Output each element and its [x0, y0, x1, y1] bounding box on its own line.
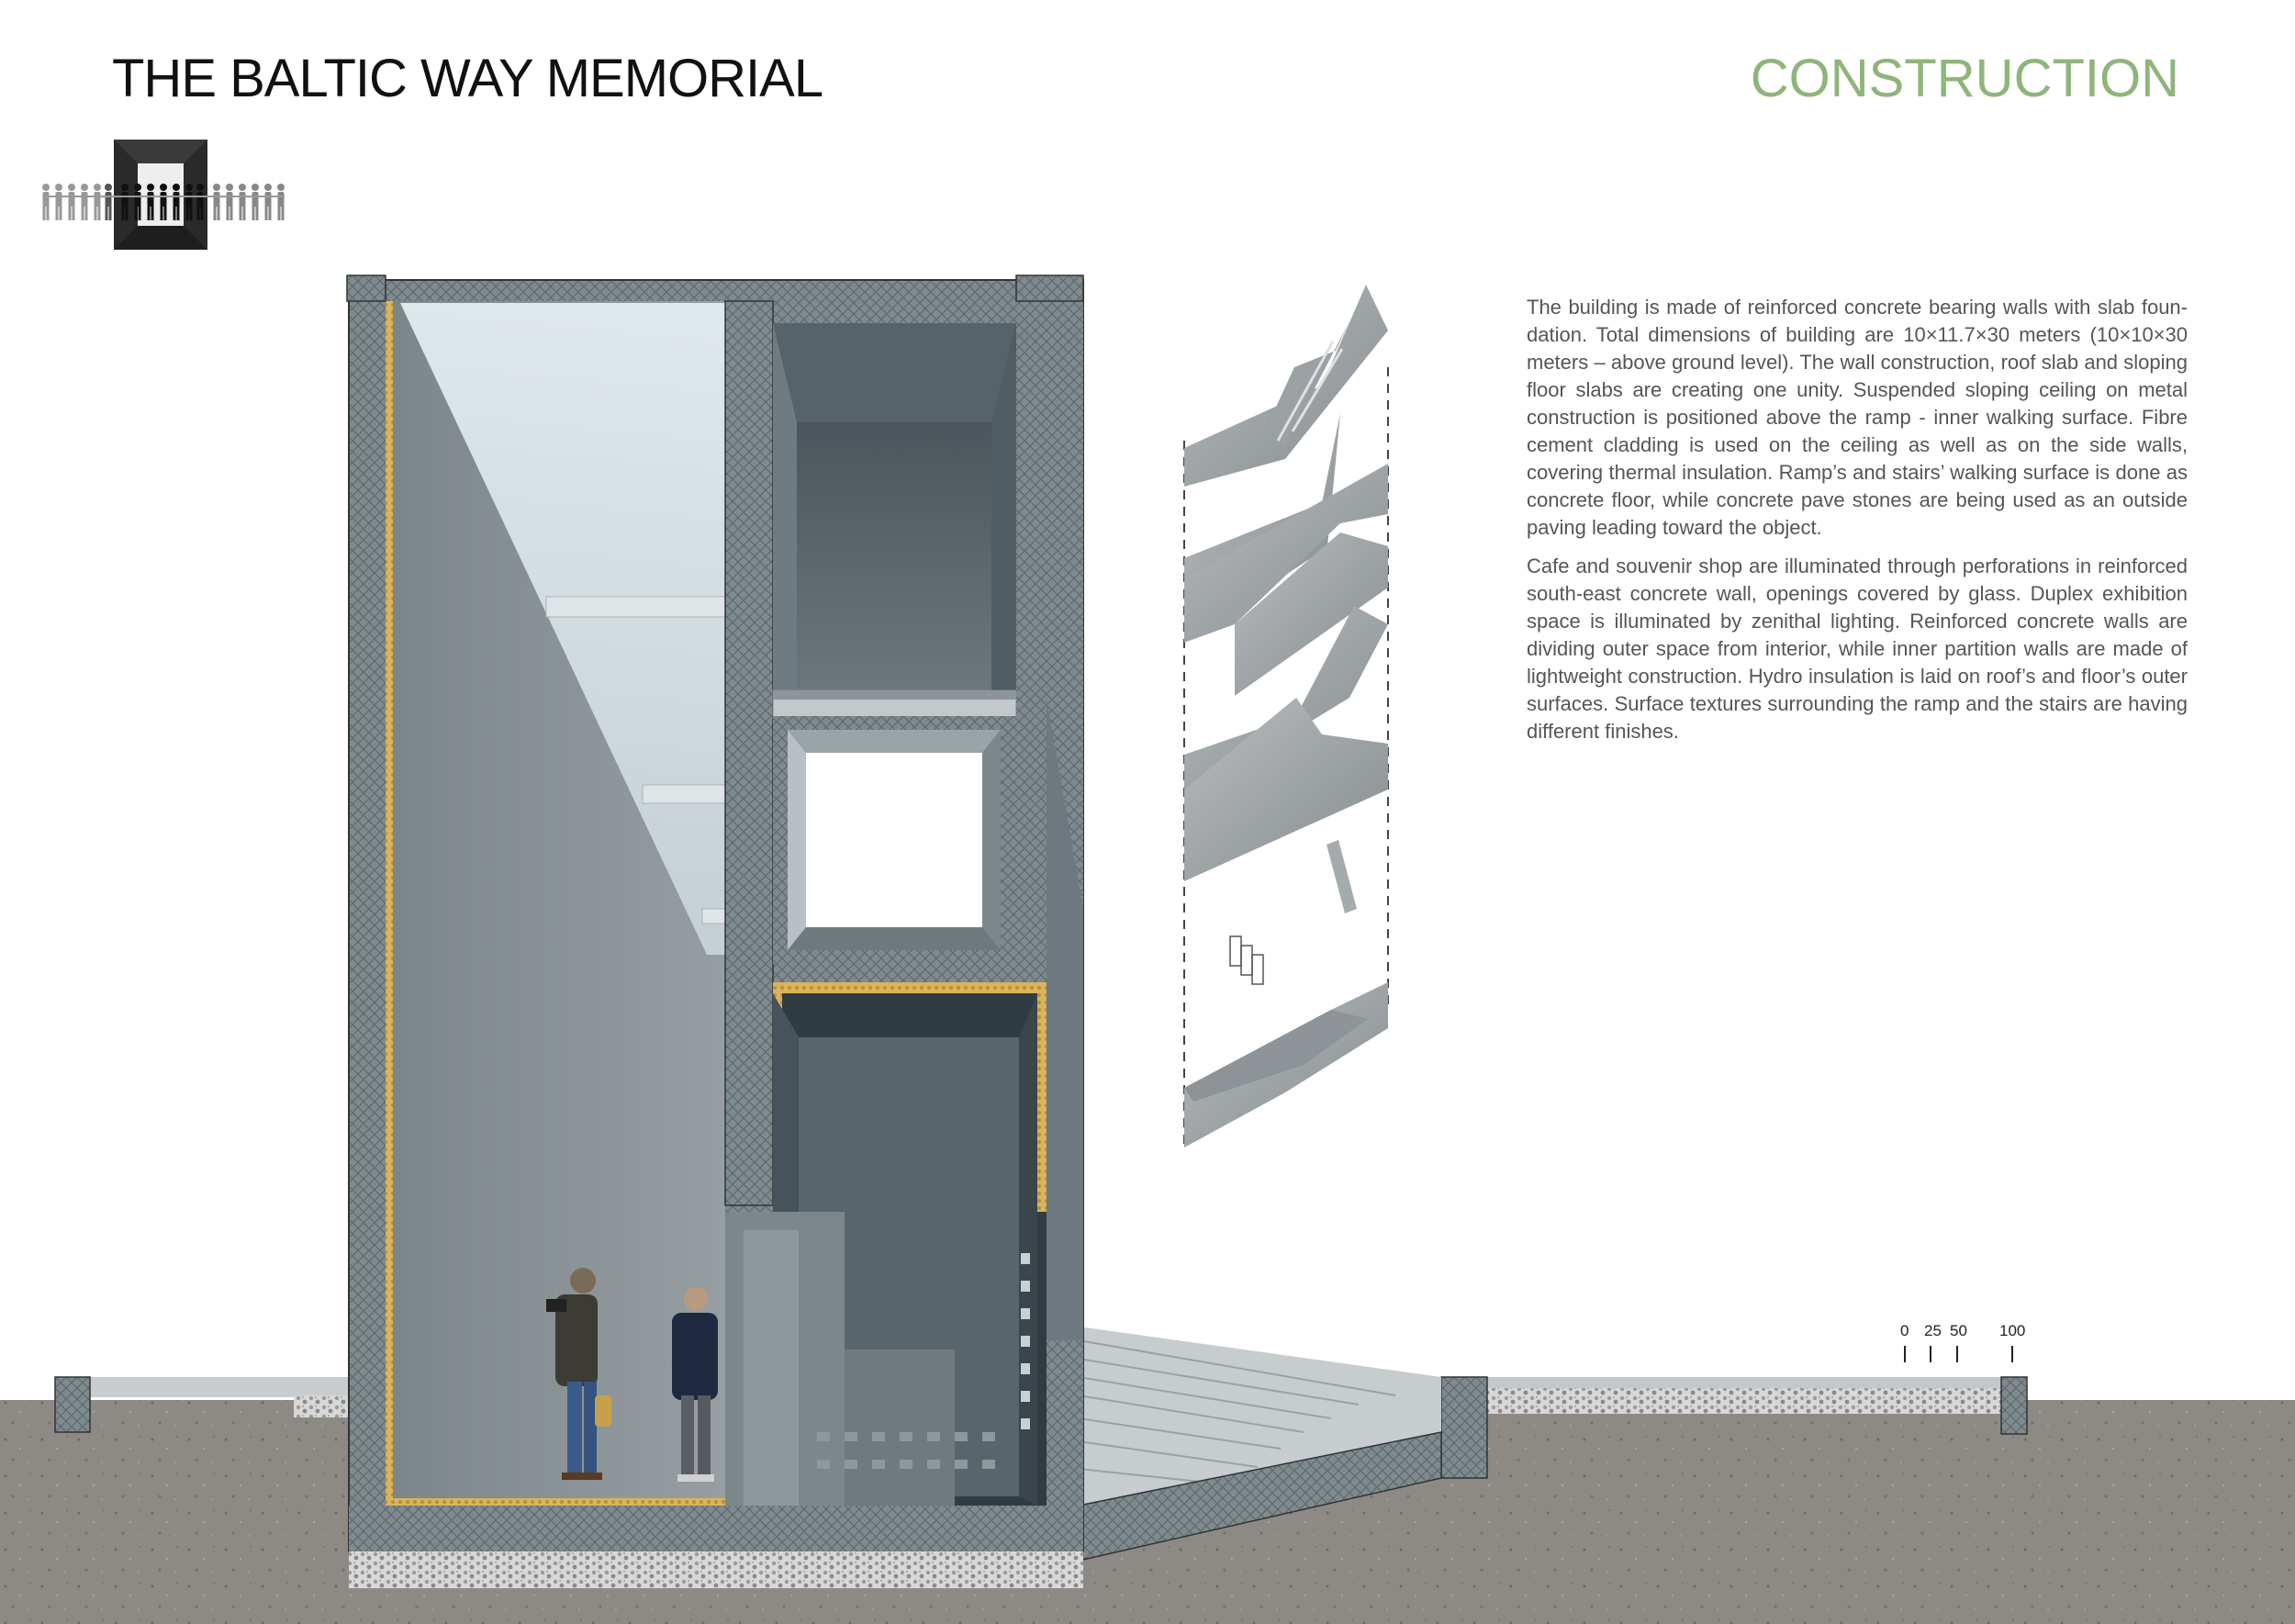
description-paragraph-2: Cafe and souvenir shop are illuminated through perforations in reinforced south-east concrete wall, openings covered by glass. Duplex exhibition space is illuminated by zenithal lighting. Reinforced concrete walls are dividing outer space from interior, while inner partition walls are made of lightweight construction. Hydro insulation is laid on roof’s and floor’s outer surfaces. Surface textures surrounding the ramp and the stairs are having different finishes.: [1527, 554, 2188, 743]
scale-label-25: 25: [1924, 1322, 1942, 1339]
section-title: CONSTRUCTION: [1750, 49, 2179, 108]
page-title: THE BALTIC WAY MEMORIAL: [112, 49, 823, 108]
scale-label-100: 100: [1999, 1322, 2026, 1339]
scale-ticks: [1891, 1338, 2075, 1394]
scale-label-50: 50: [1950, 1322, 1967, 1339]
description-paragraph-1: The building is made of reinforced concrete bearing walls with slab foun-dation. Total dimensions of building are 10×11.7×30 meters (10×10×30 meters – above ground level). The wall construction, roof slab and sloping floor slabs are creating one unity. Suspended sloping ceiling on metal construction is positioned above the ramp - inner walking surface. Fibre cement cladding is used on the ceiling as well as on the side walls, covering thermal insulation. Ramp’s and stairs’ walking surface is done as concrete floor, while concrete pave stones are being used as an outside paving leading toward the object.: [1527, 296, 2188, 539]
scale-label-0: 0: [1900, 1322, 1909, 1339]
exploded-axonometric-diagram: [1184, 285, 1388, 1148]
